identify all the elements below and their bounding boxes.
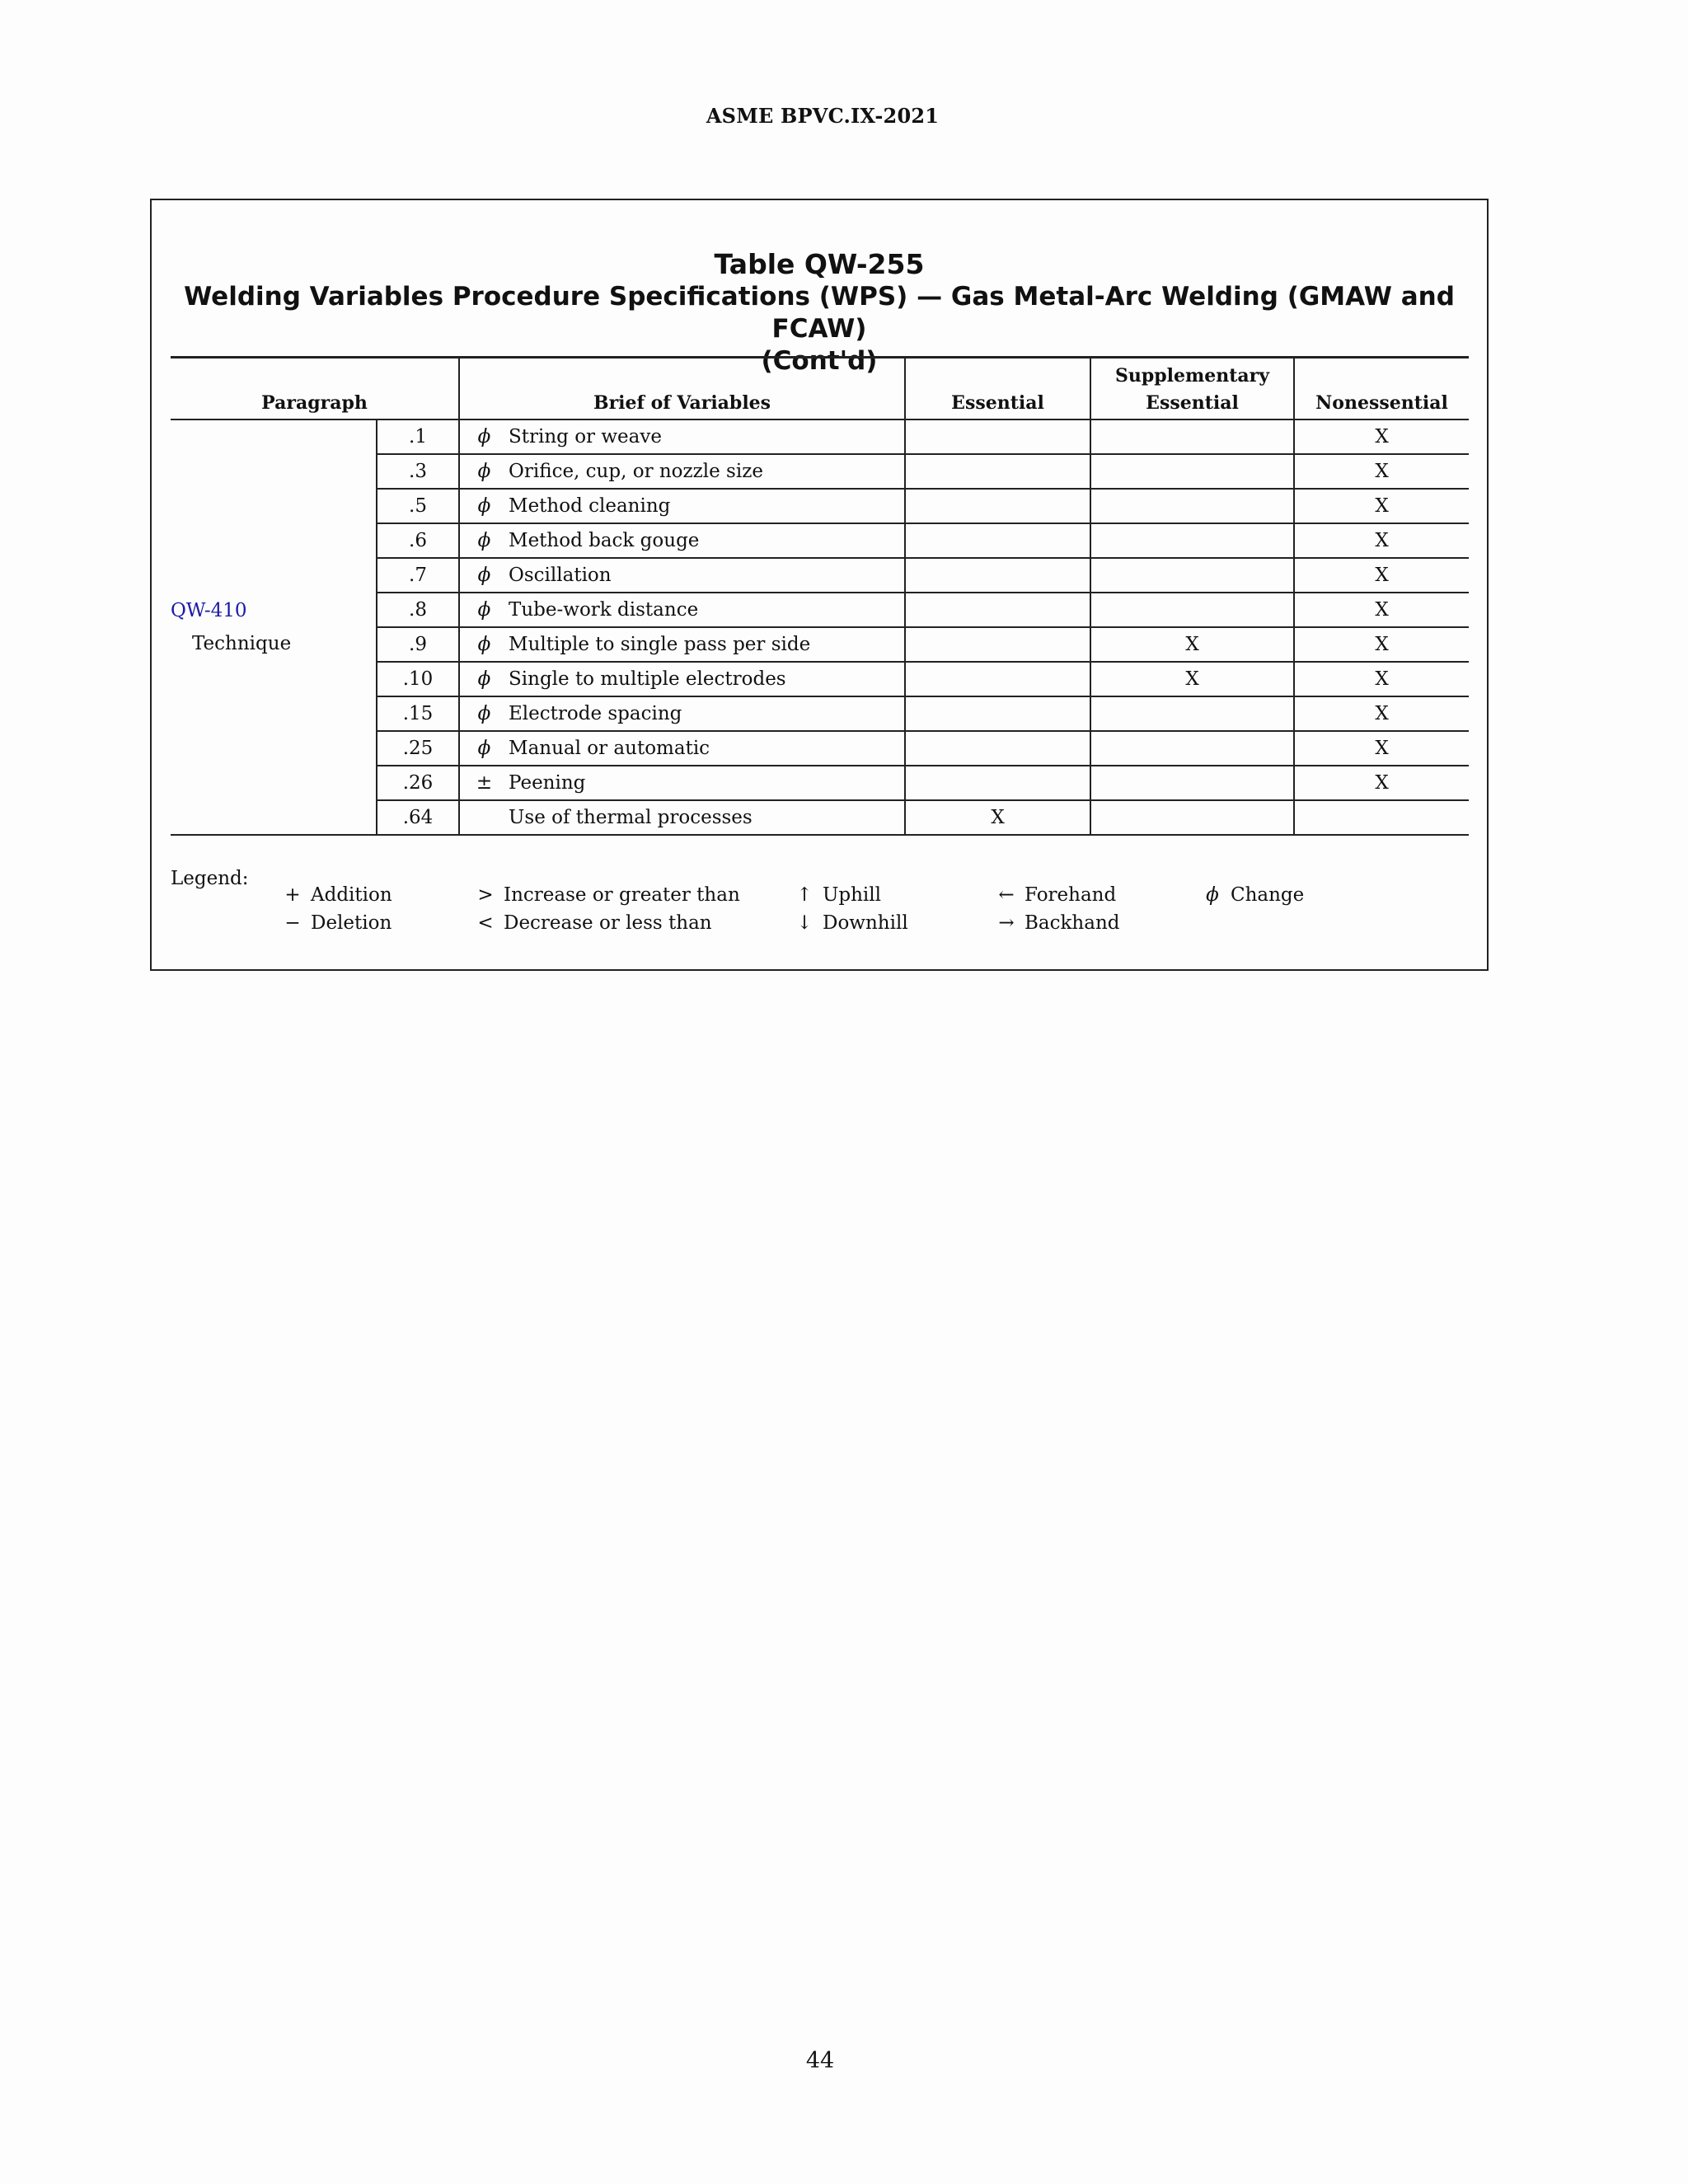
variable-symbol: ϕ (459, 627, 509, 662)
variable-number: .1 (377, 419, 459, 454)
legend-item (281, 912, 392, 934)
essential-mark (905, 454, 1090, 489)
legend-item (995, 912, 1120, 934)
legend-item (793, 912, 908, 934)
variable-description: Orifice, cup, or nozzle size (509, 454, 905, 489)
supplementary-essential-mark (1090, 731, 1294, 766)
variable-description: Peening (509, 766, 905, 800)
variable-description: String or weave (509, 419, 905, 454)
legend-symbol: > (477, 884, 494, 906)
variable-symbol: ϕ (459, 731, 509, 766)
variable-number: .25 (377, 731, 459, 766)
header-supplementary-line2: Essential (1146, 392, 1239, 414)
nonessential-mark: X (1294, 662, 1469, 696)
variable-number: .7 (377, 558, 459, 593)
nonessential-mark: X (1294, 454, 1469, 489)
legend-symbol: + (284, 884, 301, 906)
legend-item (474, 912, 712, 934)
variable-number: .26 (377, 766, 459, 800)
legend-label: Deletion (311, 912, 392, 934)
table-title: Welding Variables Procedure Specifications (WPS) — Gas Metal-Arc Welding (GMAW and FCAW) (184, 282, 1455, 344)
paragraph-group-name: Technique (192, 633, 292, 654)
essential-mark (905, 662, 1090, 696)
variable-description: Oscillation (509, 558, 905, 593)
variable-number: .6 (377, 523, 459, 558)
supplementary-essential-mark: X (1090, 662, 1294, 696)
legend-item (281, 884, 392, 906)
variable-description: Method back gouge (509, 523, 905, 558)
variable-number: .3 (377, 454, 459, 489)
legend-symbol: → (998, 912, 1015, 934)
nonessential-mark: X (1294, 558, 1469, 593)
nonessential-mark: X (1294, 419, 1469, 454)
legend-symbol: ↑ (796, 884, 813, 906)
essential-mark (905, 696, 1090, 731)
header-paragraph: Paragraph (171, 358, 459, 420)
nonessential-mark: X (1294, 696, 1469, 731)
legend-item (793, 884, 881, 906)
nonessential-mark: X (1294, 489, 1469, 523)
legend-symbol: ↓ (796, 912, 813, 934)
nonessential-mark: X (1294, 523, 1469, 558)
legend-item (1201, 884, 1304, 906)
supplementary-essential-mark (1090, 766, 1294, 800)
table-title-continued: (Cont'd) (761, 346, 878, 376)
supplementary-essential-mark (1090, 489, 1294, 523)
variable-symbol: ϕ (459, 593, 509, 627)
legend-symbol: ← (998, 884, 1015, 906)
variable-number: .5 (377, 489, 459, 523)
supplementary-essential-mark (1090, 454, 1294, 489)
essential-mark (905, 731, 1090, 766)
nonessential-mark (1294, 800, 1469, 835)
variable-symbol: ϕ (459, 662, 509, 696)
header-supplementary-essential (1090, 358, 1294, 420)
supplementary-essential-mark (1090, 558, 1294, 593)
legend-symbol: − (284, 912, 301, 934)
essential-mark (905, 489, 1090, 523)
legend-title: Legend: (171, 868, 249, 889)
supplementary-essential-mark (1090, 523, 1294, 558)
variable-description: Manual or automatic (509, 731, 905, 766)
variable-number: .15 (377, 696, 459, 731)
header-brief-of-variables: Brief of Variables (459, 358, 905, 420)
variable-description: Multiple to single pass per side (509, 627, 905, 662)
variable-number: .64 (377, 800, 459, 835)
running-head: ASME BPVC.IX-2021 (706, 104, 940, 128)
essential-mark (905, 627, 1090, 662)
legend-item (995, 884, 1116, 906)
header-supplementary-line1: Supplementary (1114, 365, 1270, 387)
essential-mark (905, 558, 1090, 593)
nonessential-mark: X (1294, 766, 1469, 800)
variable-description: Use of thermal processes (509, 800, 905, 835)
variable-description: Method cleaning (509, 489, 905, 523)
supplementary-essential-mark (1090, 593, 1294, 627)
supplementary-essential-mark (1090, 419, 1294, 454)
variable-symbol: ϕ (459, 558, 509, 593)
legend-label: Decrease or less than (504, 912, 712, 934)
supplementary-essential-mark (1090, 696, 1294, 731)
legend-label: Uphill (823, 884, 881, 906)
variable-symbol: ϕ (459, 523, 509, 558)
legend-label: Addition (311, 884, 392, 906)
variable-description: Single to multiple electrodes (509, 662, 905, 696)
table-header-row (171, 358, 1469, 420)
variable-symbol: ϕ (459, 696, 509, 731)
essential-mark (905, 419, 1090, 454)
nonessential-mark: X (1294, 731, 1469, 766)
legend-symbol: < (477, 912, 494, 934)
legend-item (474, 884, 740, 906)
header-essential: Essential (905, 358, 1090, 420)
header-nonessential: Nonessential (1294, 358, 1469, 420)
supplementary-essential-mark (1090, 800, 1294, 835)
supplementary-essential-mark: X (1090, 627, 1294, 662)
legend-symbol: ϕ (1206, 884, 1219, 906)
nonessential-mark: X (1294, 627, 1469, 662)
variable-symbol (459, 800, 509, 835)
nonessential-mark: X (1294, 593, 1469, 627)
welding-variables-table (171, 356, 1469, 836)
variable-number: .9 (377, 627, 459, 662)
variable-description: Electrode spacing (509, 696, 905, 731)
legend-label: Change (1231, 884, 1305, 906)
legend-label: Forehand (1025, 884, 1117, 906)
variable-symbol: ϕ (459, 454, 509, 489)
paragraph-group-cell (171, 419, 377, 835)
table-row (171, 419, 1469, 454)
paragraph-link-qw-410[interactable]: QW-410 (171, 600, 247, 621)
legend-label: Downhill (823, 912, 908, 934)
variable-number: .10 (377, 662, 459, 696)
page-number: 44 (805, 2048, 835, 2074)
variable-description: Tube-work distance (509, 593, 905, 627)
table-number: Table QW-255 (714, 248, 925, 280)
table-frame (150, 199, 1489, 971)
variable-symbol: ϕ (459, 419, 509, 454)
variable-symbol: ± (459, 766, 509, 800)
essential-mark: X (905, 800, 1090, 835)
variable-number: .8 (377, 593, 459, 627)
essential-mark (905, 766, 1090, 800)
table-body (171, 419, 1469, 835)
legend-label: Increase or greater than (504, 884, 740, 906)
variable-symbol: ϕ (459, 489, 509, 523)
essential-mark (905, 523, 1090, 558)
essential-mark (905, 593, 1090, 627)
legend-label: Backhand (1025, 912, 1120, 934)
